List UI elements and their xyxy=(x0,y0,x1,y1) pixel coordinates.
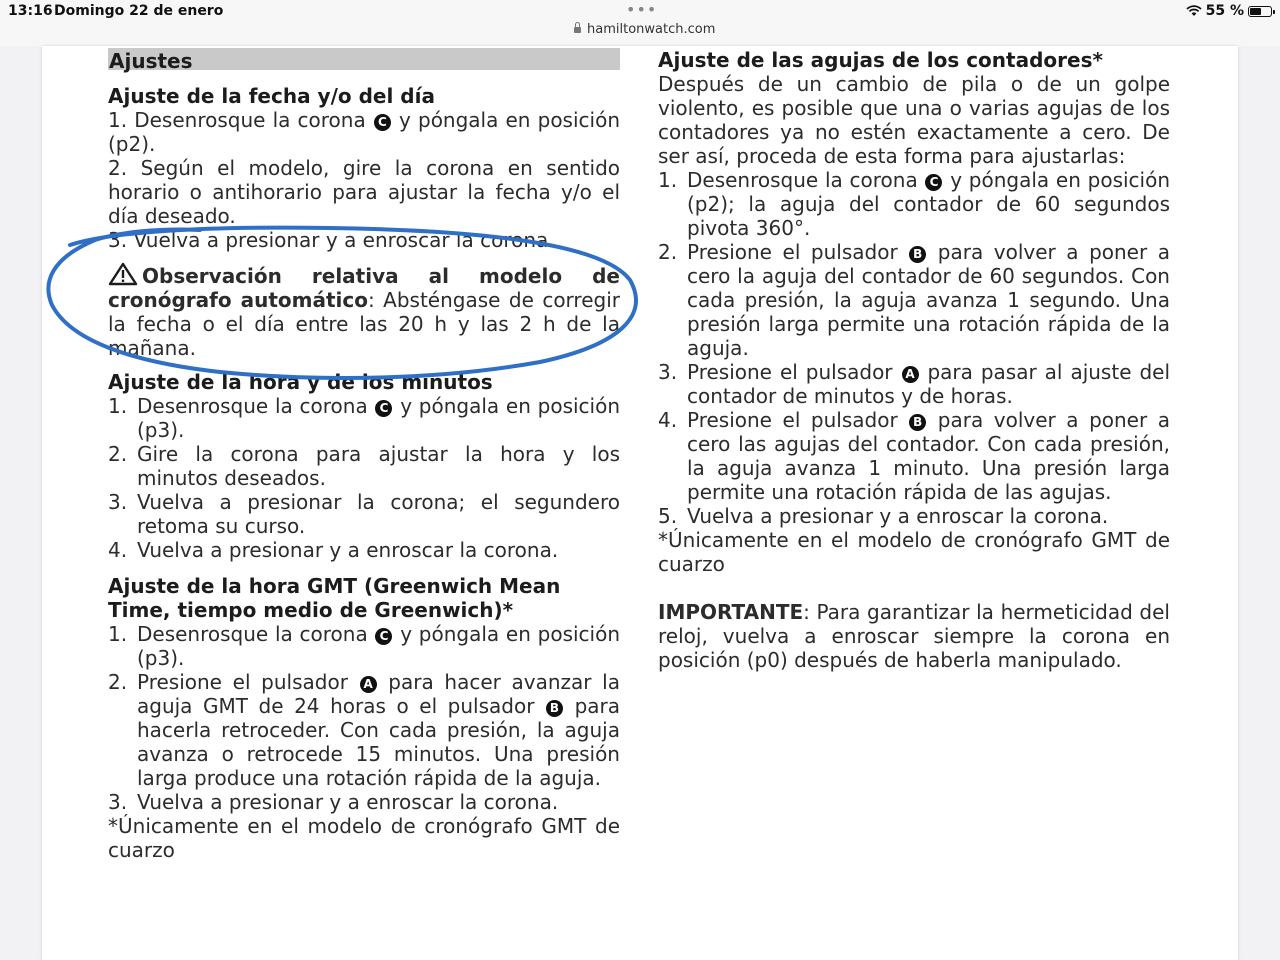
left-column xyxy=(108,46,620,862)
list-item: 2. Presione el pulsador B para volver a poner a cero la aguja del contador de 60 segundos. Con cada presión, la aguja avanza 1 segundo. Una presión larga permite una rotación rápida de la aguja. xyxy=(658,240,1171,360)
time-heading: Ajuste de la hora y de los minutos xyxy=(108,370,493,394)
list-item: 1. Desenrosque la corona C y póngala en posición (p2); la aguja del contador de 60 segundos pivota 360°. xyxy=(658,168,1171,240)
address-bar[interactable] xyxy=(574,22,715,37)
note-body: : Absténgase de corregir la fecha o el día entre las 20 h y las 2 h de la mañana. xyxy=(108,288,620,360)
crown-c-icon: C xyxy=(375,400,392,417)
date-step-1: 1. Desenrosque la corona C y póngala en posición (p2). xyxy=(108,108,620,156)
crown-c-icon: C xyxy=(374,114,391,131)
status-bar xyxy=(0,0,1280,46)
gmt-heading: Ajuste de la hora GMT (Greenwich Mean Time, tiempo medio de Greenwich)* xyxy=(108,574,561,622)
warning-icon xyxy=(108,262,138,286)
list-item: 2. Gire la corona para ajustar la hora y los minutos deseados. xyxy=(108,442,620,490)
lock-icon xyxy=(574,27,581,33)
counters-intro: Después de un cambio de pila o de un golpe violento, es posible que una o varias agujas de los contadores ya no estén exactamente a cero. De ser así, proceda de esta forma para ajustarlas: xyxy=(658,72,1170,168)
list-item: 2. Presione el pulsador A para hacer avanzar la aguja GMT de 24 horas o el pulsador B para hacerla retroceder. Con cada presión, la aguja avanza o retrocede 15 minutos. Una presión larga produce una rotación rápida de la aguja. xyxy=(108,670,620,790)
important-note xyxy=(658,600,1170,672)
list-item: 3. Vuelva a presionar y a enroscar la corona. xyxy=(108,790,559,814)
note-paragraph xyxy=(108,262,620,360)
counters-footnote: *Únicamente en el modelo de cronógrafo GMT de cuarzo xyxy=(658,528,1170,576)
list-item: 3. Vuelva a presionar la corona; el segundero retoma su curso. xyxy=(108,490,620,538)
pusher-b-icon: B xyxy=(546,700,563,717)
pusher-a-icon: A xyxy=(360,676,377,693)
clock: 13:16 xyxy=(8,3,53,19)
battery-percent: 55 % xyxy=(1205,3,1244,19)
pusher-b-icon: B xyxy=(909,246,926,263)
date-step-3: 3. Vuelva a presionar y a enroscar la corona. xyxy=(108,228,555,252)
status-indicators xyxy=(1186,3,1272,19)
right-column xyxy=(658,46,1170,672)
gmt-steps xyxy=(108,622,620,814)
url-text: hamiltonwatch.com xyxy=(587,22,716,37)
counters-steps xyxy=(658,168,1170,528)
gmt-footnote: *Únicamente en el modelo de cronógrafo GMT de cuarzo xyxy=(108,814,620,862)
date: Domingo 22 de enero xyxy=(54,3,224,19)
battery-icon xyxy=(1248,6,1272,17)
list-item: 1. Desenrosque la corona C y póngala en posición (p3). xyxy=(108,394,621,442)
list-item: 4. Vuelva a presionar y a enroscar la corona. xyxy=(108,538,559,562)
crown-c-icon: C xyxy=(925,174,942,191)
list-item: 4. Presione el pulsador B para volver a poner a cero las agujas del contador. Con cada presión, la aguja avanza 1 minuto. Una presión larga permite una rotación rápida de las agujas. xyxy=(658,408,1171,504)
note-title: Observación relativa al modelo de cronógrafo automático xyxy=(108,264,620,312)
counters-heading: Ajuste de las agujas de los contadores* xyxy=(658,48,1103,72)
date-step-2: 2. Según el modelo, gire la corona en sentido horario o antihorario para ajustar la fecha y/o el día deseado. xyxy=(108,156,620,228)
wifi-icon xyxy=(1186,5,1202,17)
date-heading: Ajuste de la fecha y/o del día xyxy=(108,84,435,108)
section-title: Ajustes xyxy=(108,48,620,70)
important-label: IMPORTANTE xyxy=(658,600,804,624)
more-dots-icon[interactable]: ••• xyxy=(626,0,658,19)
time-steps xyxy=(108,394,620,562)
list-item: 3. Presione el pulsador A para pasar al ajuste del contador de minutos y de horas. xyxy=(658,360,1171,408)
crown-c-icon: C xyxy=(375,628,392,645)
document-page xyxy=(42,46,1238,960)
pusher-b-icon: B xyxy=(909,414,926,431)
list-item: 1. Desenrosque la corona C y póngala en posición (p3). xyxy=(108,622,621,670)
important-text: : Para garantizar la hermeticidad del reloj, vuelva a enroscar siempre la corona en posición (p0) después de haberla manipulado. xyxy=(658,600,1170,672)
list-item: 5. Vuelva a presionar y a enroscar la corona. xyxy=(658,504,1109,528)
pusher-a-icon: A xyxy=(902,366,919,383)
